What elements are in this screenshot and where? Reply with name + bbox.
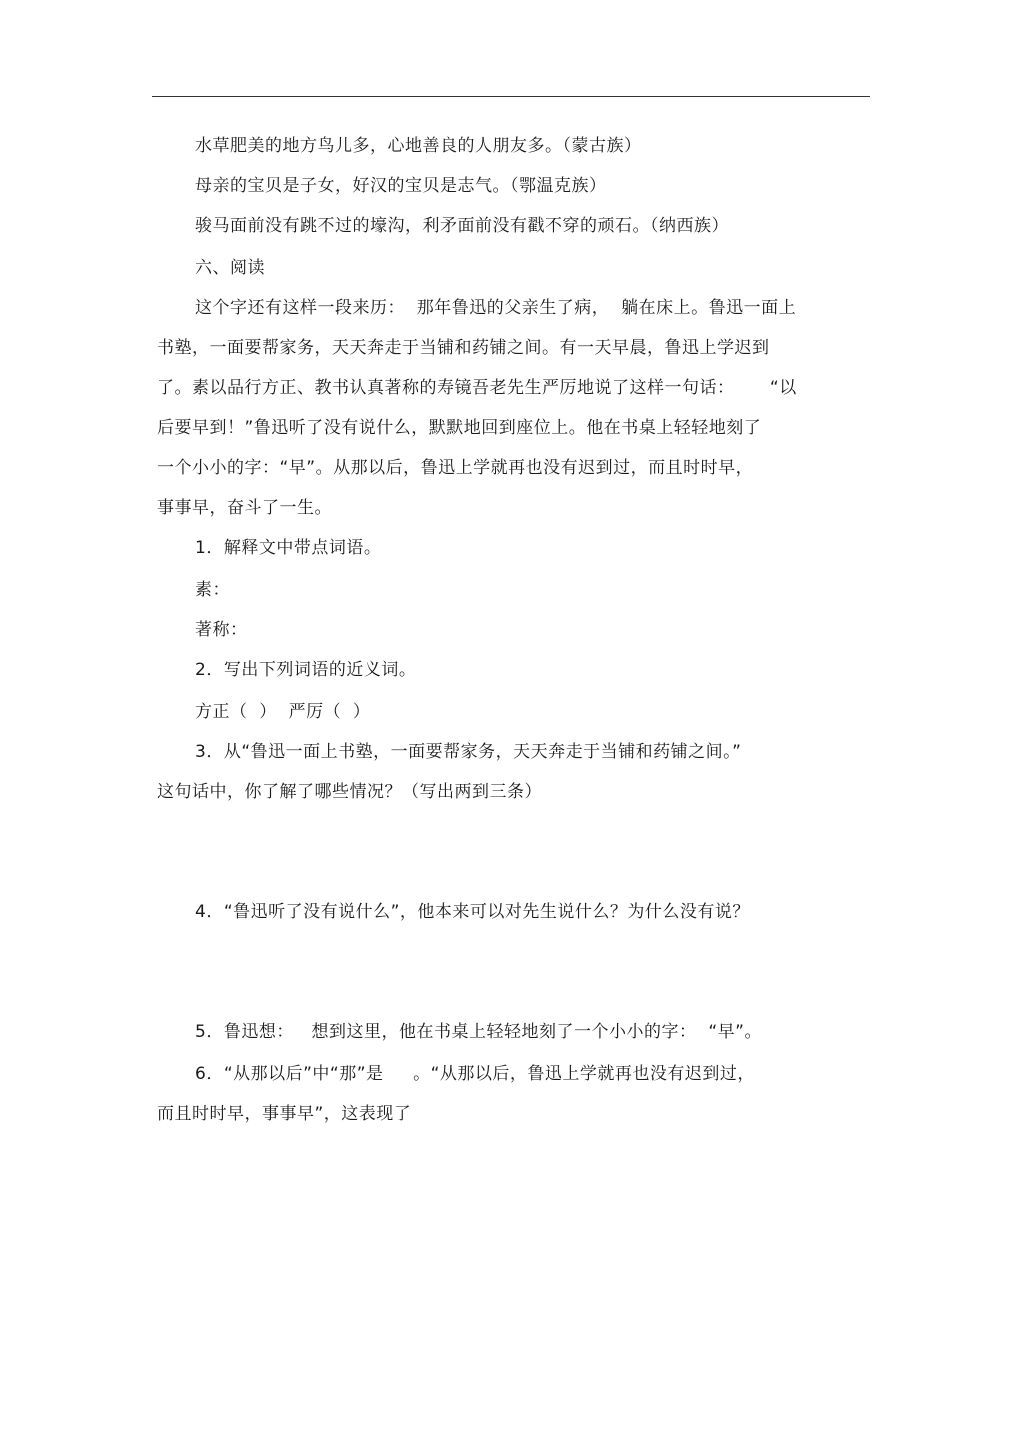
question-5: 5．鲁迅想： 想到这里，他在书桌上轻轻地刻了一个小小的字： “早”。 bbox=[195, 1022, 762, 1042]
passage-line: 书塾，一面要帮家务，天天奔走于当铺和药铺之间。有一天早晨，鲁迅上学迟到 bbox=[157, 338, 770, 358]
question-1: 1．解释文中带点词语。 bbox=[195, 538, 382, 558]
proverb-naxi: 骏马面前没有跳不过的壕沟，利矛面前没有戳不穿的顽石。（纳西族） bbox=[195, 216, 729, 236]
header-rule bbox=[152, 96, 870, 97]
question-2-blanks: 方正（ ） 严厉（ ） bbox=[195, 702, 371, 722]
passage-line: 这个字还有这样一段来历： 那年鲁迅的父亲生了病， 躺在床上。鲁迅一面上 bbox=[195, 298, 797, 318]
question-4: 4．“鲁迅听了没有说什么”，他本来可以对先生说什么？为什么没有说？ bbox=[195, 902, 750, 922]
question-6: 6．“从那以后”中“那”是 。“从那以后，鲁迅上学就再也没有迟到过， bbox=[195, 1064, 755, 1084]
passage-line: 一个小小的字：“早”。从那以后，鲁迅上学就再也没有迟到过，而且时时早， bbox=[157, 458, 754, 478]
proverb-mongol: 水草肥美的地方鸟儿多，心地善良的人朋友多。（蒙古族） bbox=[195, 136, 642, 156]
passage-line: 事事早，奋斗了一生。 bbox=[157, 498, 332, 518]
passage-line: 后要早到！”鲁迅听了没有说什么，默默地回到座位上。他在书桌上轻轻地刻了 bbox=[157, 418, 762, 438]
question-6-cont: 而且时时早，事事早”，这表现了 bbox=[157, 1104, 412, 1124]
question-2: 2．写出下列词语的近义词。 bbox=[195, 660, 417, 680]
proverb-ewenki: 母亲的宝贝是子女，好汉的宝贝是志气。（鄂温克族） bbox=[195, 176, 607, 196]
question-1-answer-zhucheng: 著称： bbox=[195, 620, 248, 640]
section-title: 六、阅读 bbox=[195, 258, 265, 278]
question-3: 3．从“鲁迅一面上书塾，一面要帮家务，天天奔走于当铺和药铺之间。” bbox=[195, 742, 742, 762]
passage-line: 了。素以品行方正、教书认真著称的寿镜吾老先生严厉地说了这样一句话： “以 bbox=[157, 378, 797, 398]
question-1-answer-su: 素： bbox=[195, 580, 230, 600]
question-3-cont: 这句话中，你了解了哪些情况？（写出两到三条） bbox=[157, 782, 542, 802]
